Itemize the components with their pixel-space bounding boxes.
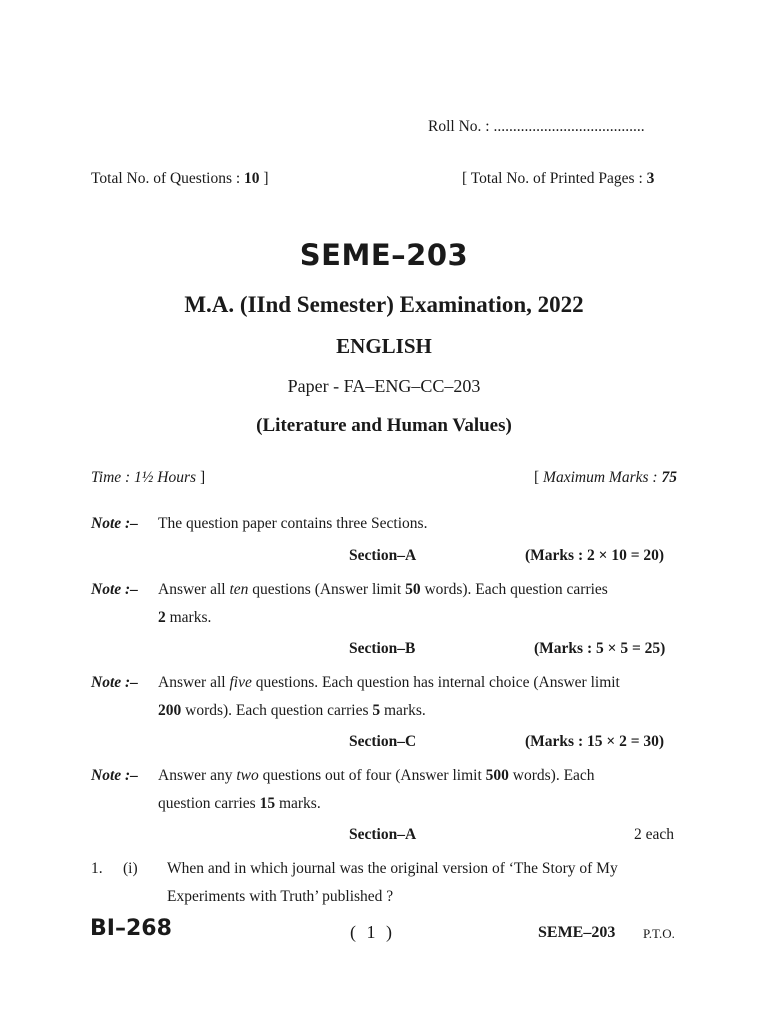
max-marks-open: [ <box>534 469 540 486</box>
section-b-note-line1: Answer all five questions. Each question has internal choice (Answer limit <box>158 674 620 691</box>
total-questions <box>91 170 269 188</box>
note-label: Note :– <box>91 674 138 691</box>
printed-pages-label: Total No. of Printed Pages : <box>470 170 643 187</box>
printed-pages <box>462 170 654 188</box>
section-a-note-line1: Answer all ten questions (Answer limit 50 words). Each question carries <box>158 581 608 598</box>
roll-no-dots: ....................................... <box>493 118 645 135</box>
subject-title: ENGLISH <box>336 334 432 358</box>
question-sub-number: (i) <box>123 860 138 877</box>
footer-code-left: BI–268 <box>90 916 172 941</box>
section-b-note-line2: 200 words). Each question carries 5 marks. <box>158 702 426 719</box>
section-c-name: Section–C <box>349 733 417 750</box>
max-marks-value: 75 <box>661 469 677 486</box>
paper-title: Paper - FA–ENG–CC–203 <box>287 376 481 396</box>
paper-code-title: SEME–203 <box>299 238 469 272</box>
max-marks-info <box>534 469 677 487</box>
time-info <box>91 469 205 487</box>
note-label: Note :– <box>91 581 138 598</box>
question-text-line1: When and in which journal was the original version of ‘The Story of My <box>167 860 618 877</box>
pto-text: P.T.O. <box>643 926 675 941</box>
printed-pages-value: 3 <box>646 170 655 187</box>
section-c-note-line1: Answer any two questions out of four (Answer limit 500 words). Each <box>158 767 595 784</box>
roll-no <box>428 118 645 136</box>
page-number: ( 1 ) <box>350 922 392 942</box>
time-text: Time : 1½ Hours <box>91 469 197 486</box>
section-c-marks: (Marks : 15 × 2 = 30) <box>525 733 665 750</box>
time-close: ] <box>199 469 206 486</box>
section-a-each-marks: 2 each <box>634 826 675 843</box>
max-marks-label: Maximum Marks : <box>543 469 658 486</box>
footer-code-right: SEME–203 <box>538 924 616 941</box>
question-number: 1. <box>91 860 103 877</box>
course-title: (Literature and Human Values) <box>256 415 512 436</box>
section-c-note-line2: question carries 15 marks. <box>158 795 321 812</box>
section-b-marks: (Marks : 5 × 5 = 25) <box>534 640 666 657</box>
roll-no-label: Roll No. : <box>428 118 490 135</box>
section-b-name: Section–B <box>349 640 416 657</box>
note-label: Note :– <box>91 515 138 532</box>
total-questions-label: Total No. of Questions : <box>91 170 241 187</box>
section-a-heading: Section–A <box>349 826 417 843</box>
section-a-marks: (Marks : 2 × 10 = 20) <box>525 547 665 564</box>
note-label: Note :– <box>91 767 138 784</box>
total-questions-close: ] <box>263 170 269 187</box>
total-questions-value: 10 <box>244 170 260 187</box>
question-text-line2: Experiments with Truth’ published ? <box>167 888 394 905</box>
printed-pages-open: [ <box>462 170 468 187</box>
exam-title: M.A. (IInd Semester) Examination, 2022 <box>184 292 584 317</box>
note-intro: The question paper contains three Sections. <box>158 515 428 532</box>
section-a-note-line2: 2 marks. <box>158 609 212 626</box>
section-a-name: Section–A <box>349 547 417 564</box>
